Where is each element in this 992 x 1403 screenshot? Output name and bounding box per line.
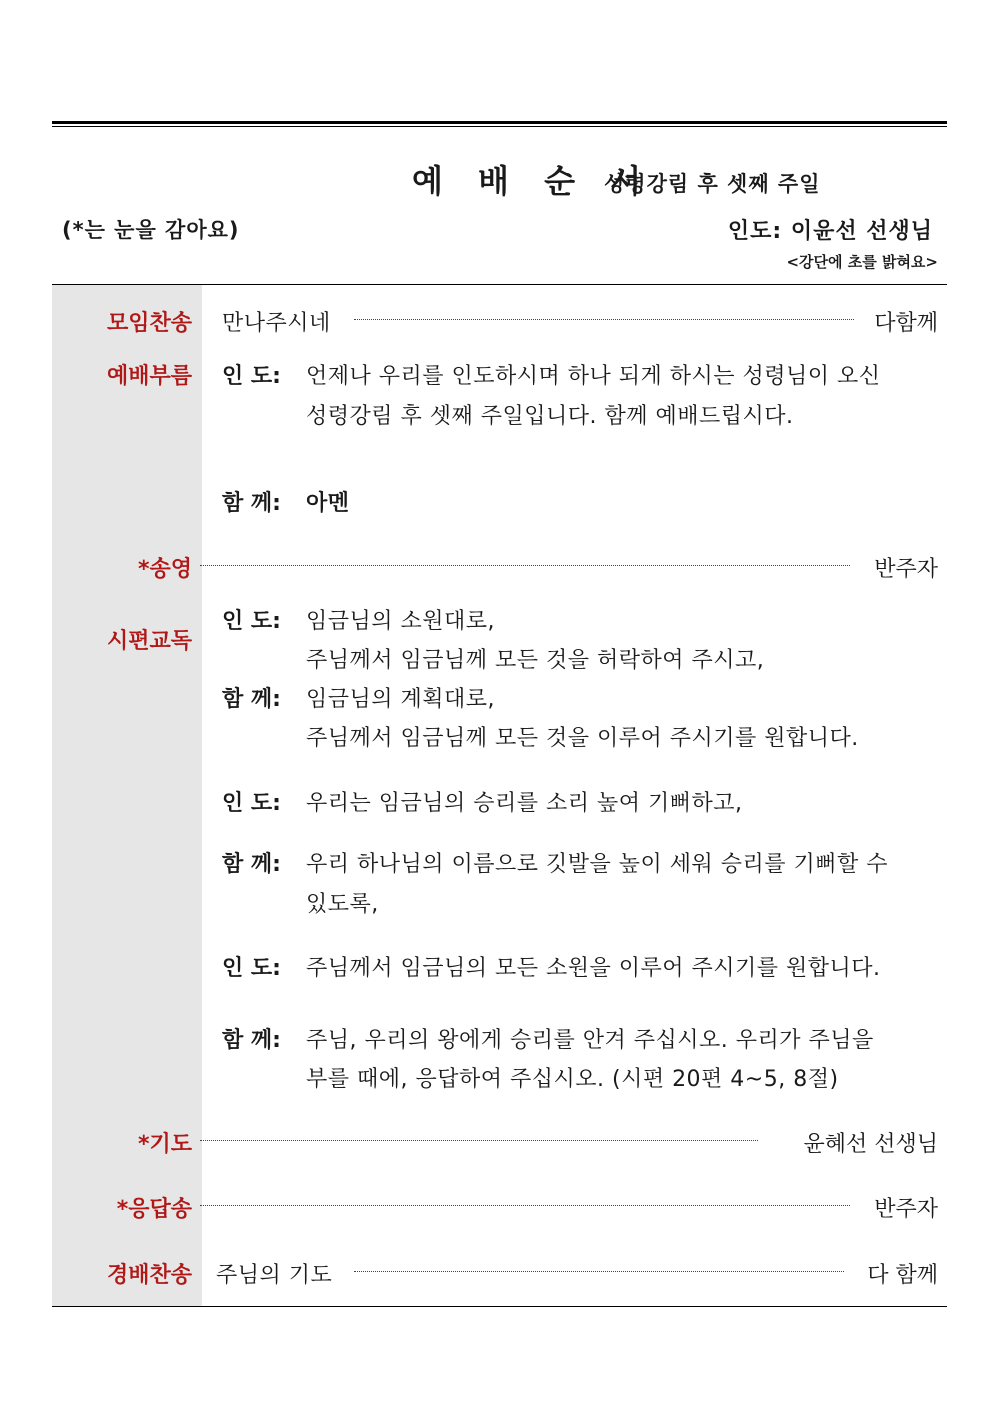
psalm-reading-label: 시편교독 bbox=[106, 629, 192, 654]
psalm-line: 임금님의 계획대로, bbox=[306, 687, 496, 712]
bottom-rule bbox=[52, 1306, 947, 1307]
doxology-performer: 반주자 bbox=[874, 557, 938, 582]
gathering-label: 모임찬송 bbox=[106, 311, 192, 336]
call-to-worship-label: 예배부름 bbox=[106, 364, 192, 389]
call-leader-line-1: 언제나 우리를 인도하시며 하나 되게 하시는 성령님이 오신 bbox=[306, 364, 881, 389]
psalm-speaker: 인 도: bbox=[222, 791, 281, 816]
psalm-speaker: 함 께: bbox=[222, 852, 281, 877]
doxology-label: *송영 bbox=[137, 557, 192, 582]
gathering-hymn-title: 만나주시네 bbox=[222, 311, 331, 336]
psalm-line: 임금님의 소원대로, bbox=[306, 609, 496, 634]
psalm-speaker: 함 께: bbox=[222, 1028, 281, 1053]
worship-leader: 인도: 이윤선 선생님 bbox=[727, 219, 933, 244]
psalm-line: 우리는 임금님의 승리를 소리 높여 기뻐하고, bbox=[306, 791, 743, 816]
response-leader-dots bbox=[200, 1205, 850, 1206]
worship-hymn-title: 주님의 기도 bbox=[216, 1263, 333, 1288]
gathering-leader-dots bbox=[354, 319, 854, 320]
prayer-leader-dots bbox=[200, 1140, 758, 1141]
gathering-performer: 다함께 bbox=[874, 311, 938, 336]
call-leader-speaker: 인 도: bbox=[222, 364, 281, 389]
psalm-speaker: 인 도: bbox=[222, 956, 281, 981]
call-all-response: 아멘 bbox=[306, 491, 350, 516]
psalm-line: 주님께서 임금님께 모든 것을 이루어 주시기를 원합니다. bbox=[306, 726, 859, 751]
worship-hymn-performer: 다 함께 bbox=[867, 1263, 938, 1288]
candle-note: <강단에 초를 밝혀요> bbox=[786, 253, 938, 271]
eyes-closed-note: (*는 눈을 감아요) bbox=[62, 218, 240, 242]
response-song-label: *응답송 bbox=[116, 1197, 192, 1222]
top-double-rule-thin bbox=[52, 126, 947, 127]
psalm-line: 주님께서 임금님의 모든 소원을 이루어 주시기를 원합니다. bbox=[306, 956, 881, 981]
call-leader-line-2: 성령강림 후 셋째 주일입니다. 함께 예배드립시다. bbox=[306, 404, 794, 429]
psalm-line: 주님께서 임금님께 모든 것을 허락하여 주시고, bbox=[306, 648, 765, 673]
page-title: 예 배 순 서 bbox=[412, 162, 654, 200]
call-all-speaker: 함 께: bbox=[222, 491, 281, 516]
worship-hymn-label: 경배찬송 bbox=[106, 1263, 192, 1288]
worship-hymn-leader-dots bbox=[354, 1271, 844, 1272]
prayer-leader: 윤혜선 선생님 bbox=[803, 1132, 938, 1157]
response-performer: 반주자 bbox=[874, 1197, 938, 1222]
psalm-speaker: 인 도: bbox=[222, 609, 281, 634]
psalm-line: 부를 때에, 응답하여 주십시오. (시편 20편 4~5, 8절) bbox=[306, 1067, 839, 1092]
title-row bbox=[0, 156, 992, 200]
psalm-line: 우리 하나님의 이름으로 깃발을 높이 세워 승리를 기뻐할 수 bbox=[306, 852, 888, 877]
page-subtitle: 성령강림 후 셋째 주일 bbox=[604, 172, 821, 196]
psalm-speaker: 함 께: bbox=[222, 687, 281, 712]
psalm-line: 주님, 우리의 왕에게 승리를 안겨 주십시오. 우리가 주님을 bbox=[306, 1028, 874, 1053]
psalm-line: 있도록, bbox=[306, 892, 379, 917]
prayer-label: *기도 bbox=[137, 1132, 192, 1157]
doxology-leader-dots bbox=[200, 565, 850, 566]
top-double-rule-thick bbox=[52, 121, 947, 124]
